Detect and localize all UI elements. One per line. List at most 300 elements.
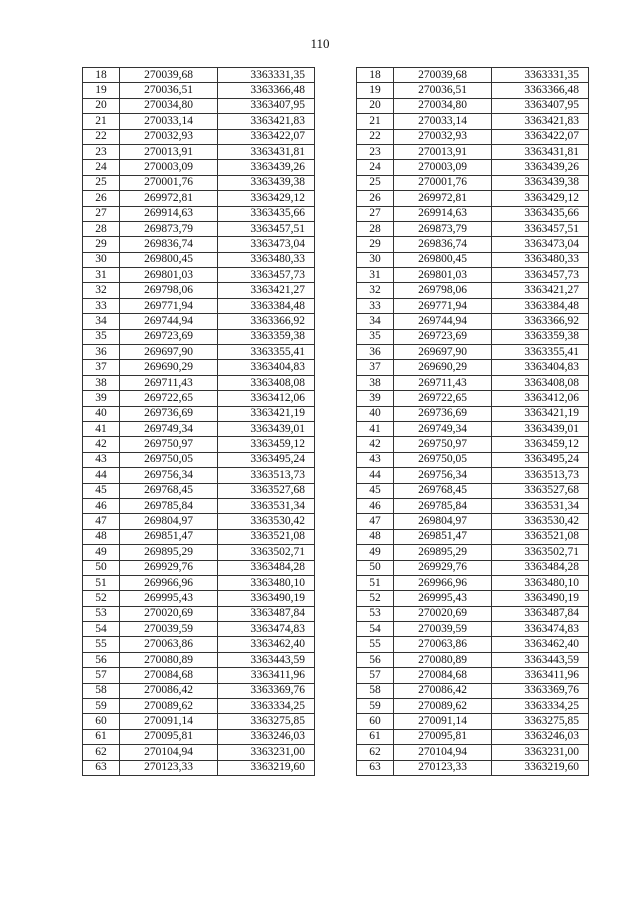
- x-coordinate-cell: 269736,69: [394, 406, 492, 421]
- y-coordinate-cell: 3363331,35: [492, 68, 589, 83]
- table-row: [357, 575, 589, 590]
- x-coordinate-cell: 269723,69: [394, 329, 492, 344]
- table-row: [357, 729, 589, 744]
- y-coordinate-cell: 3363421,83: [492, 114, 589, 129]
- point-number-cell: 22: [83, 129, 120, 144]
- table-row: [83, 283, 315, 298]
- table-row: [357, 129, 589, 144]
- table-row: [83, 329, 315, 344]
- x-coordinate-cell: 269756,34: [120, 468, 218, 483]
- y-coordinate-cell: 3363502,71: [492, 545, 589, 560]
- x-coordinate-cell: 270091,14: [394, 714, 492, 729]
- y-coordinate-cell: 3363366,92: [492, 314, 589, 329]
- point-number-cell: 30: [83, 252, 120, 267]
- point-number-cell: 50: [83, 560, 120, 575]
- y-coordinate-cell: 3363359,38: [218, 329, 315, 344]
- point-number-cell: 51: [357, 575, 394, 590]
- point-number-cell: 39: [357, 391, 394, 406]
- table-row: [83, 591, 315, 606]
- table-row: [83, 668, 315, 683]
- y-coordinate-cell: 3363473,04: [218, 237, 315, 252]
- table-row: [83, 529, 315, 544]
- point-number-cell: 29: [83, 237, 120, 252]
- table-row: [357, 760, 589, 775]
- point-number-cell: 60: [83, 714, 120, 729]
- x-coordinate-cell: 269771,94: [394, 298, 492, 313]
- y-coordinate-cell: 3363480,10: [492, 575, 589, 590]
- x-coordinate-cell: 269768,45: [120, 483, 218, 498]
- table-row: [357, 68, 589, 83]
- point-number-cell: 23: [83, 144, 120, 159]
- y-coordinate-cell: 3363431,81: [218, 144, 315, 159]
- y-coordinate-cell: 3363421,83: [218, 114, 315, 129]
- table-body-left: [83, 68, 315, 776]
- point-number-cell: 40: [357, 406, 394, 421]
- point-number-cell: 48: [357, 529, 394, 544]
- x-coordinate-cell: 270091,14: [120, 714, 218, 729]
- table-row: [357, 483, 589, 498]
- point-number-cell: 45: [83, 483, 120, 498]
- point-number-cell: 34: [357, 314, 394, 329]
- y-coordinate-cell: 3363531,34: [492, 498, 589, 513]
- y-coordinate-cell: 3363521,08: [492, 529, 589, 544]
- y-coordinate-cell: 3363457,73: [492, 268, 589, 283]
- point-number-cell: 49: [83, 545, 120, 560]
- y-coordinate-cell: 3363487,84: [218, 606, 315, 621]
- table-row: [83, 545, 315, 560]
- y-coordinate-cell: 3363457,51: [492, 221, 589, 236]
- table-row: [357, 298, 589, 313]
- y-coordinate-cell: 3363366,92: [218, 314, 315, 329]
- table-row: [83, 375, 315, 390]
- y-coordinate-cell: 3363407,95: [492, 98, 589, 113]
- table-row: [83, 68, 315, 83]
- table-row: [83, 468, 315, 483]
- table-row: [83, 175, 315, 190]
- point-number-cell: 28: [357, 221, 394, 236]
- table-row: [357, 591, 589, 606]
- y-coordinate-cell: 3363474,83: [492, 622, 589, 637]
- x-coordinate-cell: 269995,43: [120, 591, 218, 606]
- point-number-cell: 23: [357, 144, 394, 159]
- table-row: [83, 483, 315, 498]
- table-row: [83, 729, 315, 744]
- point-number-cell: 59: [83, 699, 120, 714]
- x-coordinate-cell: 269750,97: [394, 437, 492, 452]
- y-coordinate-cell: 3363411,96: [492, 668, 589, 683]
- y-coordinate-cell: 3363412,06: [218, 391, 315, 406]
- point-number-cell: 25: [83, 175, 120, 190]
- point-number-cell: 62: [83, 745, 120, 760]
- point-number-cell: 34: [83, 314, 120, 329]
- point-number-cell: 25: [357, 175, 394, 190]
- x-coordinate-cell: 269972,81: [120, 191, 218, 206]
- point-number-cell: 43: [357, 452, 394, 467]
- table-row: [83, 252, 315, 267]
- table-row: [83, 221, 315, 236]
- table-row: [83, 298, 315, 313]
- point-number-cell: 32: [357, 283, 394, 298]
- point-number-cell: 19: [357, 83, 394, 98]
- y-coordinate-cell: 3363421,27: [218, 283, 315, 298]
- y-coordinate-cell: 3363384,48: [218, 298, 315, 313]
- x-coordinate-cell: 270039,59: [394, 622, 492, 637]
- point-number-cell: 22: [357, 129, 394, 144]
- x-coordinate-cell: 269895,29: [394, 545, 492, 560]
- x-coordinate-cell: 269873,79: [120, 221, 218, 236]
- table-row: [357, 144, 589, 159]
- table-row: [357, 683, 589, 698]
- y-coordinate-cell: 3363334,25: [218, 699, 315, 714]
- point-number-cell: 37: [83, 360, 120, 375]
- y-coordinate-cell: 3363530,42: [492, 514, 589, 529]
- y-coordinate-cell: 3363487,84: [492, 606, 589, 621]
- x-coordinate-cell: 269785,84: [120, 498, 218, 513]
- y-coordinate-cell: 3363531,34: [218, 498, 315, 513]
- table-row: [357, 314, 589, 329]
- x-coordinate-cell: 269966,96: [394, 575, 492, 590]
- point-number-cell: 21: [83, 114, 120, 129]
- x-coordinate-cell: 269711,43: [120, 375, 218, 390]
- point-number-cell: 58: [83, 683, 120, 698]
- x-coordinate-cell: 269798,06: [394, 283, 492, 298]
- table-row: [357, 745, 589, 760]
- y-coordinate-cell: 3363439,01: [218, 421, 315, 436]
- x-coordinate-cell: 269750,05: [120, 452, 218, 467]
- y-coordinate-cell: 3363439,38: [492, 175, 589, 190]
- point-number-cell: 31: [83, 268, 120, 283]
- table-row: [357, 391, 589, 406]
- point-number-cell: 36: [357, 345, 394, 360]
- point-number-cell: 63: [357, 760, 394, 775]
- point-number-cell: 52: [83, 591, 120, 606]
- table-row: [357, 160, 589, 175]
- table-row: [357, 606, 589, 621]
- point-number-cell: 53: [83, 606, 120, 621]
- point-number-cell: 43: [83, 452, 120, 467]
- point-number-cell: 56: [83, 652, 120, 667]
- x-coordinate-cell: 270084,68: [120, 668, 218, 683]
- point-number-cell: 49: [357, 545, 394, 560]
- y-coordinate-cell: 3363443,59: [492, 652, 589, 667]
- x-coordinate-cell: 269995,43: [394, 591, 492, 606]
- x-coordinate-cell: 270020,69: [120, 606, 218, 621]
- x-coordinate-cell: 270095,81: [120, 729, 218, 744]
- x-coordinate-cell: 270036,51: [120, 83, 218, 98]
- x-coordinate-cell: 270013,91: [120, 144, 218, 159]
- table-row: [83, 345, 315, 360]
- point-number-cell: 57: [357, 668, 394, 683]
- x-coordinate-cell: 270089,62: [394, 699, 492, 714]
- table-row: [357, 468, 589, 483]
- point-number-cell: 54: [83, 622, 120, 637]
- x-coordinate-cell: 269801,03: [120, 268, 218, 283]
- y-coordinate-cell: 3363407,95: [218, 98, 315, 113]
- point-number-cell: 20: [83, 98, 120, 113]
- table-row: [83, 206, 315, 221]
- table-row: [83, 360, 315, 375]
- x-coordinate-cell: 270080,89: [394, 652, 492, 667]
- point-number-cell: 47: [357, 514, 394, 529]
- table-row: [83, 237, 315, 252]
- x-coordinate-cell: 269801,03: [394, 268, 492, 283]
- point-number-cell: 21: [357, 114, 394, 129]
- table-row: [83, 514, 315, 529]
- x-coordinate-cell: 270084,68: [394, 668, 492, 683]
- y-coordinate-cell: 3363462,40: [218, 637, 315, 652]
- table-row: [357, 668, 589, 683]
- y-coordinate-cell: 3363219,60: [492, 760, 589, 775]
- point-number-cell: 42: [83, 437, 120, 452]
- y-coordinate-cell: 3363474,83: [218, 622, 315, 637]
- y-coordinate-cell: 3363384,48: [492, 298, 589, 313]
- x-coordinate-cell: 269972,81: [394, 191, 492, 206]
- table-row: [83, 129, 315, 144]
- point-number-cell: 55: [83, 637, 120, 652]
- point-number-cell: 46: [83, 498, 120, 513]
- point-number-cell: 40: [83, 406, 120, 421]
- point-number-cell: 31: [357, 268, 394, 283]
- y-coordinate-cell: 3363355,41: [218, 345, 315, 360]
- table-row: [83, 452, 315, 467]
- table-row: [357, 375, 589, 390]
- x-coordinate-cell: 270032,93: [120, 129, 218, 144]
- table-row: [83, 160, 315, 175]
- y-coordinate-cell: 3363359,38: [492, 329, 589, 344]
- point-number-cell: 61: [83, 729, 120, 744]
- point-number-cell: 38: [357, 375, 394, 390]
- y-coordinate-cell: 3363490,19: [492, 591, 589, 606]
- y-coordinate-cell: 3363411,96: [218, 668, 315, 683]
- y-coordinate-cell: 3363439,26: [492, 160, 589, 175]
- y-coordinate-cell: 3363495,24: [218, 452, 315, 467]
- point-number-cell: 58: [357, 683, 394, 698]
- point-number-cell: 18: [357, 68, 394, 83]
- x-coordinate-cell: 269697,90: [394, 345, 492, 360]
- y-coordinate-cell: 3363408,08: [218, 375, 315, 390]
- point-number-cell: 29: [357, 237, 394, 252]
- y-coordinate-cell: 3363439,26: [218, 160, 315, 175]
- table-row: [357, 191, 589, 206]
- point-number-cell: 53: [357, 606, 394, 621]
- y-coordinate-cell: 3363422,07: [492, 129, 589, 144]
- y-coordinate-cell: 3363521,08: [218, 529, 315, 544]
- x-coordinate-cell: 270034,80: [120, 98, 218, 113]
- table-row: [83, 637, 315, 652]
- table-row: [83, 560, 315, 575]
- point-number-cell: 60: [357, 714, 394, 729]
- point-number-cell: 57: [83, 668, 120, 683]
- table-row: [357, 237, 589, 252]
- point-number-cell: 37: [357, 360, 394, 375]
- x-coordinate-cell: 269873,79: [394, 221, 492, 236]
- table-row: [357, 545, 589, 560]
- point-number-cell: 35: [357, 329, 394, 344]
- table-row: [357, 175, 589, 190]
- x-coordinate-cell: 269749,34: [394, 421, 492, 436]
- x-coordinate-cell: 269785,84: [394, 498, 492, 513]
- point-number-cell: 54: [357, 622, 394, 637]
- x-coordinate-cell: 269851,47: [394, 529, 492, 544]
- point-number-cell: 39: [83, 391, 120, 406]
- table-row: [357, 714, 589, 729]
- x-coordinate-cell: 269800,45: [120, 252, 218, 267]
- table-row: [357, 452, 589, 467]
- y-coordinate-cell: 3363513,73: [492, 468, 589, 483]
- point-number-cell: 46: [357, 498, 394, 513]
- table-row: [357, 83, 589, 98]
- y-coordinate-cell: 3363480,33: [218, 252, 315, 267]
- y-coordinate-cell: 3363462,40: [492, 637, 589, 652]
- point-number-cell: 45: [357, 483, 394, 498]
- y-coordinate-cell: 3363421,19: [218, 406, 315, 421]
- x-coordinate-cell: 270001,76: [394, 175, 492, 190]
- x-coordinate-cell: 269768,45: [394, 483, 492, 498]
- table-row: [357, 560, 589, 575]
- y-coordinate-cell: 3363422,07: [218, 129, 315, 144]
- y-coordinate-cell: 3363484,28: [492, 560, 589, 575]
- y-coordinate-cell: 3363246,03: [492, 729, 589, 744]
- y-coordinate-cell: 3363408,08: [492, 375, 589, 390]
- x-coordinate-cell: 270063,86: [120, 637, 218, 652]
- coordinates-table-right: [356, 67, 589, 776]
- x-coordinate-cell: 269723,69: [120, 329, 218, 344]
- x-coordinate-cell: 270001,76: [120, 175, 218, 190]
- y-coordinate-cell: 3363513,73: [218, 468, 315, 483]
- y-coordinate-cell: 3363334,25: [492, 699, 589, 714]
- x-coordinate-cell: 269851,47: [120, 529, 218, 544]
- y-coordinate-cell: 3363527,68: [218, 483, 315, 498]
- table-row: [357, 345, 589, 360]
- x-coordinate-cell: 269895,29: [120, 545, 218, 560]
- table-row: [357, 206, 589, 221]
- table-row: [83, 314, 315, 329]
- y-coordinate-cell: 3363457,73: [218, 268, 315, 283]
- table-row: [357, 421, 589, 436]
- point-number-cell: 47: [83, 514, 120, 529]
- x-coordinate-cell: 269749,34: [120, 421, 218, 436]
- point-number-cell: 62: [357, 745, 394, 760]
- x-coordinate-cell: 270095,81: [394, 729, 492, 744]
- table-row: [357, 699, 589, 714]
- point-number-cell: 20: [357, 98, 394, 113]
- table-row: [357, 268, 589, 283]
- point-number-cell: 38: [83, 375, 120, 390]
- point-number-cell: 33: [357, 298, 394, 313]
- x-coordinate-cell: 269722,65: [120, 391, 218, 406]
- x-coordinate-cell: 270020,69: [394, 606, 492, 621]
- y-coordinate-cell: 3363439,38: [218, 175, 315, 190]
- y-coordinate-cell: 3363484,28: [218, 560, 315, 575]
- x-coordinate-cell: 270089,62: [120, 699, 218, 714]
- table-row: [83, 191, 315, 206]
- x-coordinate-cell: 270080,89: [120, 652, 218, 667]
- x-coordinate-cell: 269836,74: [120, 237, 218, 252]
- y-coordinate-cell: 3363421,19: [492, 406, 589, 421]
- table-row: [357, 652, 589, 667]
- point-number-cell: 26: [83, 191, 120, 206]
- y-coordinate-cell: 3363439,01: [492, 421, 589, 436]
- point-number-cell: 63: [83, 760, 120, 775]
- x-coordinate-cell: 269690,29: [394, 360, 492, 375]
- x-coordinate-cell: 269722,65: [394, 391, 492, 406]
- point-number-cell: 24: [83, 160, 120, 175]
- x-coordinate-cell: 269798,06: [120, 283, 218, 298]
- x-coordinate-cell: 270086,42: [394, 683, 492, 698]
- y-coordinate-cell: 3363275,85: [218, 714, 315, 729]
- x-coordinate-cell: 270039,68: [120, 68, 218, 83]
- point-number-cell: 28: [83, 221, 120, 236]
- x-coordinate-cell: 269750,97: [120, 437, 218, 452]
- point-number-cell: 55: [357, 637, 394, 652]
- x-coordinate-cell: 270039,68: [394, 68, 492, 83]
- y-coordinate-cell: 3363435,66: [492, 206, 589, 221]
- y-coordinate-cell: 3363527,68: [492, 483, 589, 498]
- table-row: [83, 760, 315, 775]
- table-row: [357, 637, 589, 652]
- table-body-right: [357, 68, 589, 776]
- table-row: [83, 114, 315, 129]
- x-coordinate-cell: 269690,29: [120, 360, 218, 375]
- y-coordinate-cell: 3363480,33: [492, 252, 589, 267]
- y-coordinate-cell: 3363366,48: [218, 83, 315, 98]
- table-row: [83, 437, 315, 452]
- point-number-cell: 59: [357, 699, 394, 714]
- table-row: [83, 683, 315, 698]
- page-number: 110: [310, 36, 330, 51]
- y-coordinate-cell: 3363369,76: [492, 683, 589, 698]
- y-coordinate-cell: 3363331,35: [218, 68, 315, 83]
- point-number-cell: 48: [83, 529, 120, 544]
- y-coordinate-cell: 3363219,60: [218, 760, 315, 775]
- point-number-cell: 44: [83, 468, 120, 483]
- x-coordinate-cell: 270036,51: [394, 83, 492, 98]
- point-number-cell: 35: [83, 329, 120, 344]
- y-coordinate-cell: 3363502,71: [218, 545, 315, 560]
- x-coordinate-cell: 270013,91: [394, 144, 492, 159]
- point-number-cell: 52: [357, 591, 394, 606]
- point-number-cell: 30: [357, 252, 394, 267]
- x-coordinate-cell: 270104,94: [120, 745, 218, 760]
- table-row: [83, 406, 315, 421]
- y-coordinate-cell: 3363246,03: [218, 729, 315, 744]
- x-coordinate-cell: 269804,97: [394, 514, 492, 529]
- x-coordinate-cell: 269914,63: [120, 206, 218, 221]
- table-row: [357, 514, 589, 529]
- y-coordinate-cell: 3363369,76: [218, 683, 315, 698]
- x-coordinate-cell: 269800,45: [394, 252, 492, 267]
- y-coordinate-cell: 3363231,00: [492, 745, 589, 760]
- table-row: [83, 83, 315, 98]
- x-coordinate-cell: 269836,74: [394, 237, 492, 252]
- y-coordinate-cell: 3363480,10: [218, 575, 315, 590]
- x-coordinate-cell: 269697,90: [120, 345, 218, 360]
- x-coordinate-cell: 269744,94: [120, 314, 218, 329]
- point-number-cell: 26: [357, 191, 394, 206]
- x-coordinate-cell: 269711,43: [394, 375, 492, 390]
- table-row: [357, 360, 589, 375]
- table-row: [357, 529, 589, 544]
- table-row: [83, 575, 315, 590]
- point-number-cell: 36: [83, 345, 120, 360]
- y-coordinate-cell: 3363231,00: [218, 745, 315, 760]
- point-number-cell: 51: [83, 575, 120, 590]
- x-coordinate-cell: 270123,33: [120, 760, 218, 775]
- x-coordinate-cell: 269771,94: [120, 298, 218, 313]
- x-coordinate-cell: 269914,63: [394, 206, 492, 221]
- table-row: [83, 391, 315, 406]
- x-coordinate-cell: 269804,97: [120, 514, 218, 529]
